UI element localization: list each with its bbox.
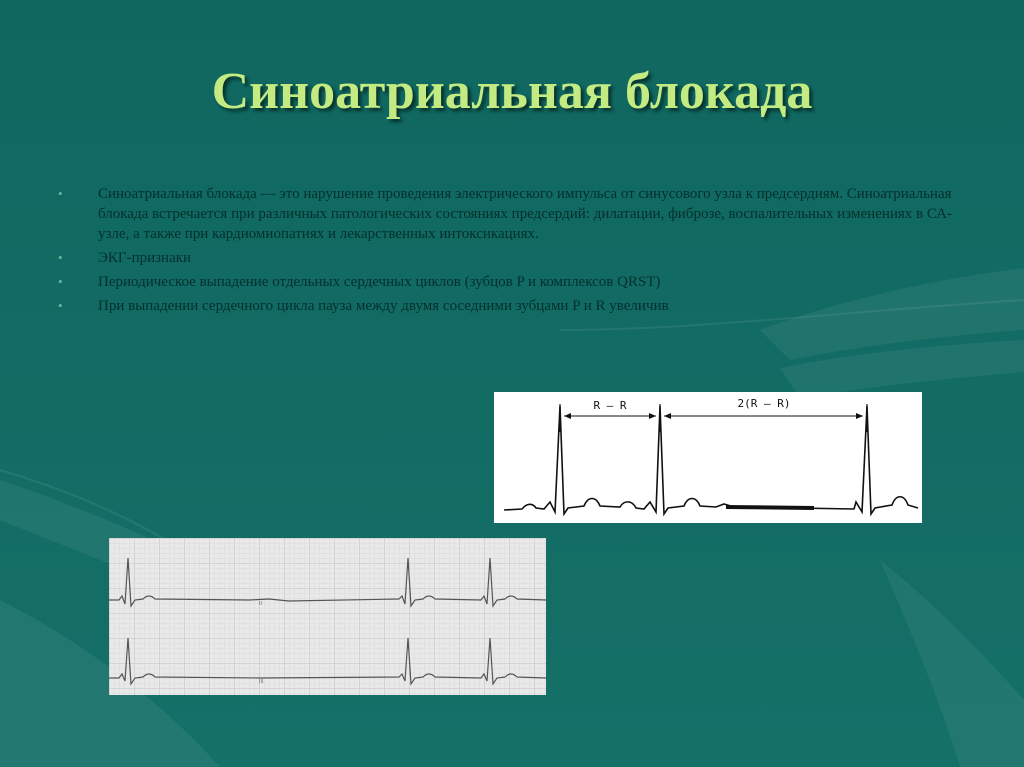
slide-title: Синоатриальная блокада <box>211 63 813 120</box>
bullet-item-ecg-signs <box>58 248 958 268</box>
label-2rr: 2(R – R) <box>737 397 791 410</box>
bullet-list <box>58 184 958 320</box>
bullet-item-definition <box>58 184 958 244</box>
lead-label-ii: II <box>259 601 262 607</box>
ecg-strip-drawing <box>109 538 546 695</box>
bullet-icon: • <box>58 298 63 313</box>
ecg-schematic-drawing <box>494 392 922 523</box>
bullet-text: ЭКГ-признаки <box>98 250 192 266</box>
bullet-icon: • <box>58 186 63 201</box>
bullet-item-dropped-cycles <box>58 272 958 292</box>
bullet-text: Периодическое выпадение отдельных сердечных циклов (зубцов P и комплексов QRST) <box>98 274 661 290</box>
bullet-text: При выпадении сердечного цикла пауза между двумя соседними зубцами P и R увеличив <box>98 298 669 314</box>
lead-label-iii: III <box>259 679 264 685</box>
bullet-icon: • <box>58 250 63 265</box>
ecg-strip-image <box>109 538 546 695</box>
ecg-schematic-image <box>494 392 922 523</box>
bullet-icon: • <box>58 274 63 289</box>
bullet-text: Синоатриальная блокада — это нарушение проведения электрического импульса от синусового узла к предсердиям. Синоатриальная блокада встречается при различных патологических состояниях предсердий: дилатации, фиброзе, воспалительных изменениях в СА-узле, а также при кардиомиопатиях и лекарственных интоксикациях. <box>98 186 952 242</box>
label-rr: R – R <box>593 399 627 412</box>
bullet-item-pause <box>58 296 958 316</box>
